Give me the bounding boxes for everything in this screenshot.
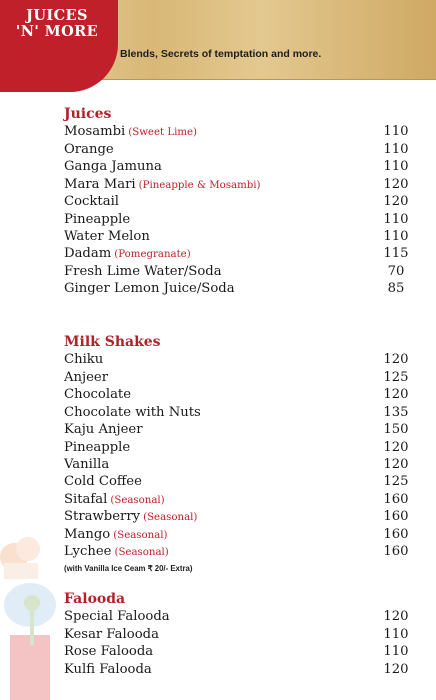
menu-item-name (64, 508, 376, 526)
footnote: (with Vanilla Ice Ceam ₹ 20/- Extra) (64, 563, 193, 573)
menu-item-row (64, 491, 416, 508)
menu-item-name (64, 351, 376, 368)
menu-item-note: (Pomegranate) (114, 249, 191, 261)
menu-item-label: Cocktail (64, 194, 120, 210)
menu-item-label: Cold Coffee (64, 474, 142, 490)
menu-item-price: 115 (383, 246, 409, 262)
menu-item-label: Pineapple (64, 439, 131, 455)
menu-item-price: 120 (383, 352, 409, 368)
menu-item-name (64, 211, 376, 228)
menu-list (64, 123, 416, 297)
menu-item-label: Special Falooda (64, 609, 170, 625)
menu-item-label: Pineapple (64, 211, 131, 227)
menu-item-price: 110 (383, 124, 409, 140)
menu-item-label: Mango (64, 526, 111, 542)
menu-item-row (64, 176, 416, 193)
menu-item-row (64, 351, 416, 368)
menu-item-note: (Seasonal) (143, 512, 198, 524)
menu-item-label: Kesar Falooda (64, 626, 159, 642)
menu-item-row (64, 369, 416, 386)
menu-item-label: Anjeer (64, 369, 109, 385)
menu-item-name (64, 369, 376, 386)
menu-item-label: Water Melon (64, 229, 150, 245)
menu-item-price: 125 (383, 474, 409, 490)
menu-item-label: Chocolate with Nuts (64, 404, 201, 420)
menu-item-note: (Seasonal) (113, 529, 168, 541)
menu-item-label: Strawberry (64, 509, 141, 525)
menu-item-price: 160 (383, 509, 409, 525)
section-milkshakes (64, 334, 416, 573)
menu-item-label: Mara Mari (64, 176, 136, 192)
menu-item-label: Kulfi Falooda (64, 661, 152, 677)
menu-item-price: 120 (383, 387, 409, 403)
menu-list (64, 351, 416, 560)
menu-item-row (64, 404, 416, 421)
menu-item-label: Mosambi (64, 124, 126, 140)
menu-item-label: Ganga Jamuna (64, 159, 162, 175)
menu-item-price: 120 (383, 176, 409, 192)
menu-item-price: 120 (383, 661, 409, 677)
menu-item-name (64, 661, 376, 678)
menu-item-row (64, 456, 416, 473)
menu-item-note: (Seasonal) (110, 494, 165, 506)
menu-item-price: 150 (383, 422, 409, 438)
menu-item-row (64, 123, 416, 140)
menu-item-row (64, 158, 416, 175)
menu-item-name (64, 280, 376, 297)
menu-item-name (64, 456, 376, 473)
menu-item-name (64, 263, 376, 280)
menu-item-row (64, 245, 416, 262)
menu-item-label: Fresh Lime Water/Soda (64, 263, 222, 279)
menu-item-name (64, 626, 376, 643)
menu-item-note: (Sweet Lime) (128, 127, 198, 139)
menu-item-row (64, 526, 416, 543)
menu-list (64, 608, 416, 678)
menu-item-row (64, 211, 416, 228)
menu-item-row (64, 263, 416, 280)
section-juices (64, 106, 416, 298)
menu-item-price: 160 (383, 526, 409, 542)
menu-item-row (64, 473, 416, 490)
menu-item-name (64, 421, 376, 438)
menu-item-price: 135 (383, 404, 409, 420)
menu-item-row (64, 643, 416, 660)
menu-item-label: Vanilla (64, 457, 110, 473)
menu-item-label: Dadam (64, 246, 112, 262)
page-title-line2: 'N' MORE (15, 23, 99, 40)
menu-item-row (64, 141, 416, 158)
menu-item-row (64, 626, 416, 643)
page-title (6, 8, 108, 40)
menu-item-label: Ginger Lemon Juice/Soda (64, 281, 235, 297)
menu-item-name (64, 176, 376, 194)
menu-item-name (64, 228, 376, 245)
menu-item-price: 160 (383, 544, 409, 560)
menu-item-price: 110 (383, 644, 409, 660)
chef-illustration-decoration (0, 535, 62, 700)
menu-item-label: Sitafal (64, 491, 108, 507)
menu-item-row (64, 508, 416, 525)
menu-item-name (64, 386, 376, 403)
section-title: Juices (64, 106, 112, 122)
menu-item-name (64, 526, 376, 544)
menu-item-price: 120 (383, 609, 409, 625)
section-title: Milk Shakes (64, 334, 161, 350)
menu-item-name (64, 141, 376, 158)
menu-item-name (64, 193, 376, 210)
menu-item-row (64, 228, 416, 245)
menu-item-name (64, 608, 376, 625)
header-tagline: Blends, Secrets of temptation and more. (120, 48, 322, 60)
header-banner (0, 0, 436, 80)
menu-item-price: 120 (383, 194, 409, 210)
section-falooda (64, 591, 416, 678)
menu-item-note: (Pineapple & Mosambi) (138, 179, 261, 191)
menu-item-name (64, 404, 376, 421)
menu-item-price: 85 (387, 281, 405, 297)
menu-item-row (64, 608, 416, 625)
menu-item-row (64, 439, 416, 456)
menu-item-price: 120 (383, 439, 409, 455)
menu-item-price: 110 (383, 626, 409, 642)
menu-item-label: Chocolate (64, 387, 132, 403)
menu-item-name (64, 491, 376, 509)
menu-item-price: 110 (383, 141, 409, 157)
menu-item-name (64, 643, 376, 660)
menu-item-price: 110 (383, 211, 409, 227)
menu-item-name (64, 473, 376, 490)
menu-item-price: 160 (383, 491, 409, 507)
menu-item-name (64, 123, 376, 141)
menu-item-row (64, 543, 416, 560)
menu-item-note: (Seasonal) (114, 547, 169, 559)
menu-item-name (64, 245, 376, 263)
menu-item-label: Kaju Anjeer (64, 422, 143, 438)
menu-item-label: Orange (64, 141, 114, 157)
menu-item-label: Rose Falooda (64, 644, 154, 660)
menu-item-price: 125 (383, 369, 409, 385)
menu-item-price: 120 (383, 457, 409, 473)
menu-item-row (64, 661, 416, 678)
section-title: Falooda (64, 591, 126, 607)
menu-item-price: 110 (383, 159, 409, 175)
menu-item-price: 70 (387, 263, 405, 279)
menu-item-row (64, 386, 416, 403)
menu-item-label: Lychee (64, 544, 112, 560)
menu-item-name (64, 543, 376, 561)
menu-item-row (64, 421, 416, 438)
menu-item-row (64, 280, 416, 297)
menu-item-row (64, 193, 416, 210)
page-title-line1: JUICES (26, 7, 88, 24)
menu-item-label: Chiku (64, 352, 104, 368)
menu-item-name (64, 439, 376, 456)
menu-item-name (64, 158, 376, 175)
menu-item-price: 110 (383, 229, 409, 245)
